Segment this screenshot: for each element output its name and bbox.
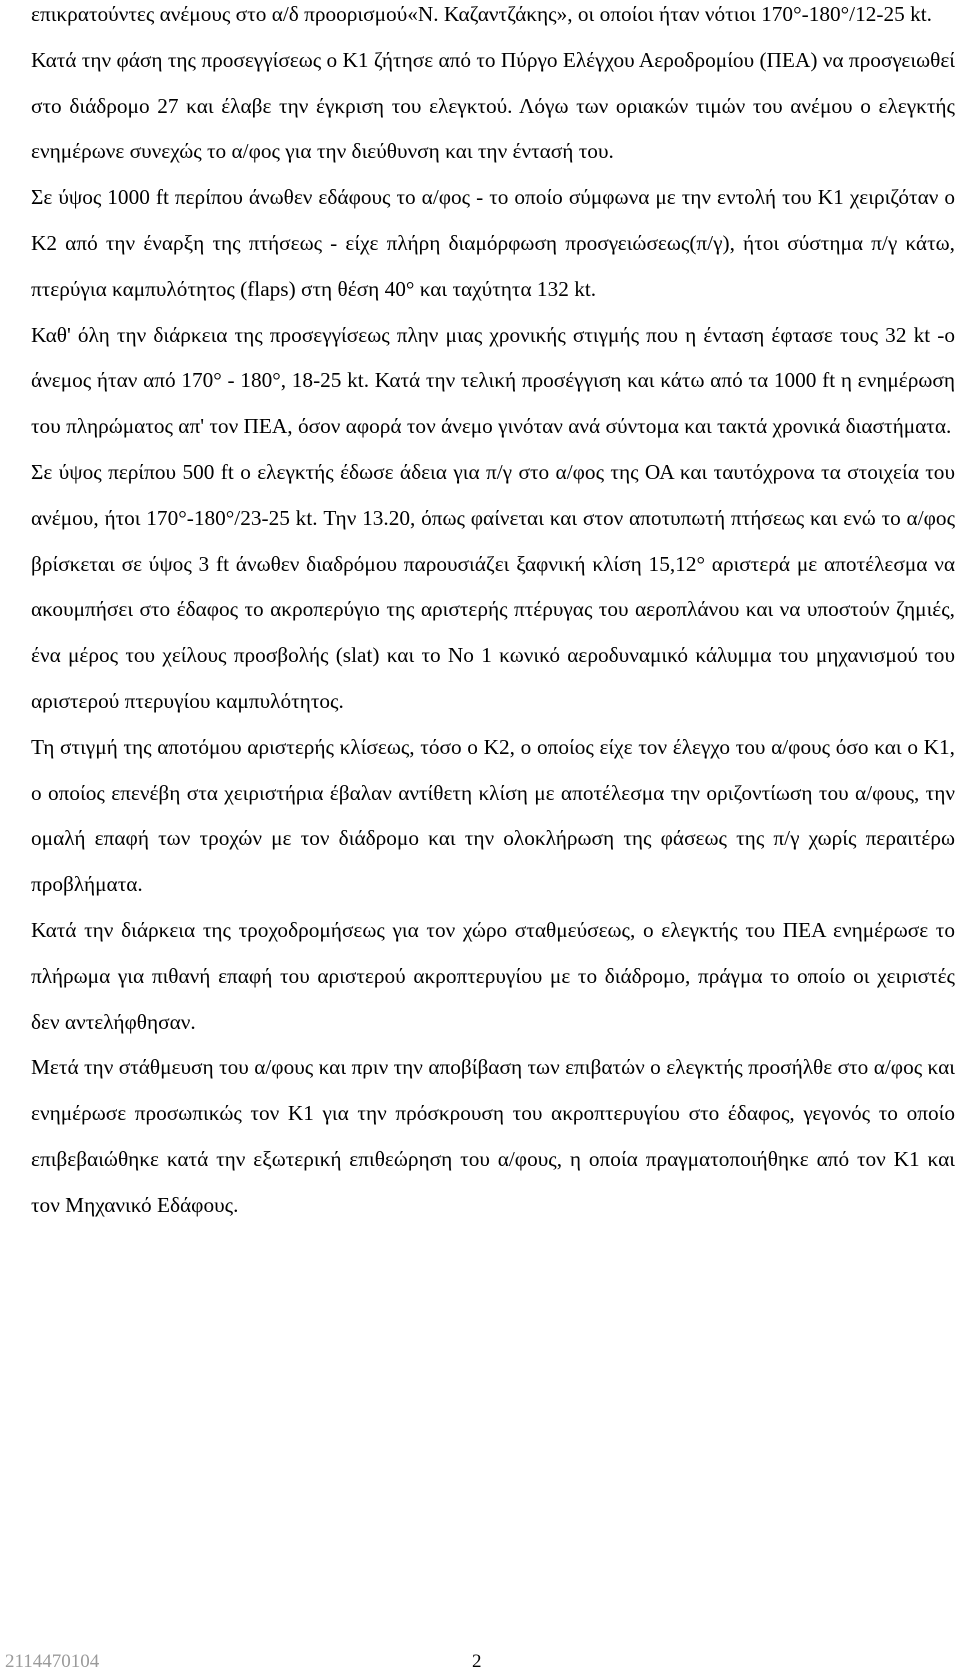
paragraph-1: επικρατούντες ανέμους στο α/δ προορισμού«Ν. Καζαντζάκης», οι οποίοι ήταν νότιοι 170°-180°/12-25 kt. <box>31 2 932 26</box>
page-number: 2 <box>472 1651 482 1672</box>
paragraph-3: Σε ύψος 1000 ft περίπου άνωθεν εδάφους το α/φος - το οποίο σύμφωνα με την εντολή του Κ1 χειριζόταν ο Κ2 από την έναρξη της πτήσεως - είχε πλήρη διαμόρφωση προσγειώσεως(π/γ), ήτοι σύστημα π/γ κάτω, πτερύγια καμπυλότητος (flaps) στη θέση 40° και ταχύτητα 132 kt. <box>31 185 955 301</box>
paragraph-7: Κατά την διάρκεια της τροχοδρομήσεως για τον χώρο σταθμεύσεως, ο ελεγκτής του ΠΕΑ ενημέρωσε το πλήρωμα για πιθανή επαφή του αριστερού ακροπτερυγίου με το διάδρομο, πράγμα το οποίο οι χειριστές δεν αντελήφθησαν. <box>31 917 955 1034</box>
document-body <box>31 0 955 1229</box>
paragraph-8: Μετά την στάθμευση του α/φους και πριν την αποβίβαση των επιβατών ο ελεγκτής προσήλθε στο α/φος και ενημέρωσε προσωπικώς τον Κ1 για την πρόσκρουση του ακροπτερυγίου στο έδαφος, γεγονός το οποίο επιβεβαιώθηκε κατά την εξωτερική επιθεώρηση του α/φους, η οποία πραγματοποιήθηκε από τον Κ1 και τον Μηχανικό Εδάφους. <box>31 1055 955 1217</box>
paragraph-4: Καθ' όλη την διάρκεια της προσεγγίσεως πλην μιας χρονικής στιγμής που η ένταση έφτασε τους 32 kt -ο άνεμος ήταν από 170° - 180°, 18-25 kt. Κατά την τελική προσέγγιση και κάτω από τα 1000 ft η ενημέρωση του πληρώματος απ' τον ΠΕΑ, όσον αφορά τον άνεμο γινόταν ανά σύντομα και τακτά χρονικά διαστήματα. <box>31 322 955 439</box>
paragraph-6: Τη στιγμή της αποτόμου αριστερής κλίσεως, τόσο ο Κ2, ο οποίος είχε τον έλεγχο του α/φους όσο και ο Κ1, ο οποίος επενέβη στα χειριστήρια έβαλαν αντίθετη κλίση με αποτέλεσμα την οριζοντίωση του α/φους, την ομαλή επαφή των τροχών με τον διάδρομο και την ολοκλήρωση της φάσεως της π/γ χωρίς περαιτέρω προβλήματα. <box>31 734 955 897</box>
document-id: 2114470104 <box>5 1651 100 1672</box>
paragraph-2: Κατά την φάση της προσεγγίσεως ο Κ1 ζήτησε από το Πύργο Ελέγχου Αεροδρομίου (ΠΕΑ) να προσγειωθεί στο διάδρομο 27 και έλαβε την έγκριση του ελεγκτού. Λόγω των οριακών τιμών του ανέμου ο ελεγκτής ενημέρωνε συνεχώς το α/φος για την διεύθυνση και την έντασή του. <box>31 47 955 164</box>
paragraph-5: Σε ύψος περίπου 500 ft ο ελεγκτής έδωσε άδεια για π/γ στο α/φος της ΟΑ και ταυτόχρονα τα στοιχεία του ανέμου, ήτοι 170°-180°/23-25 kt. Την 13.20, όπως φαίνεται και στον αποτυπωτή πτήσεως και ενώ το α/φος βρίσκεται σε ύψος 3 ft άνωθεν διαδρόμου παρουσιάζει ξαφνική κλίση 15,12° αριστερά με αποτέλεσμα να ακουμπήσει στο έδαφος το ακροπερύγιο της αριστερής πτέρυγας του αεροπλάνου και να υποστούν ζημιές, ένα μέρος του χείλους προσβολής (slat) και το Νο 1 κωνικό αεροδυναμικό κάλυμμα του μηχανισμού του αριστερού πτερυγίου καμπυλότητος. <box>31 459 955 713</box>
page-footer <box>0 1648 960 1676</box>
